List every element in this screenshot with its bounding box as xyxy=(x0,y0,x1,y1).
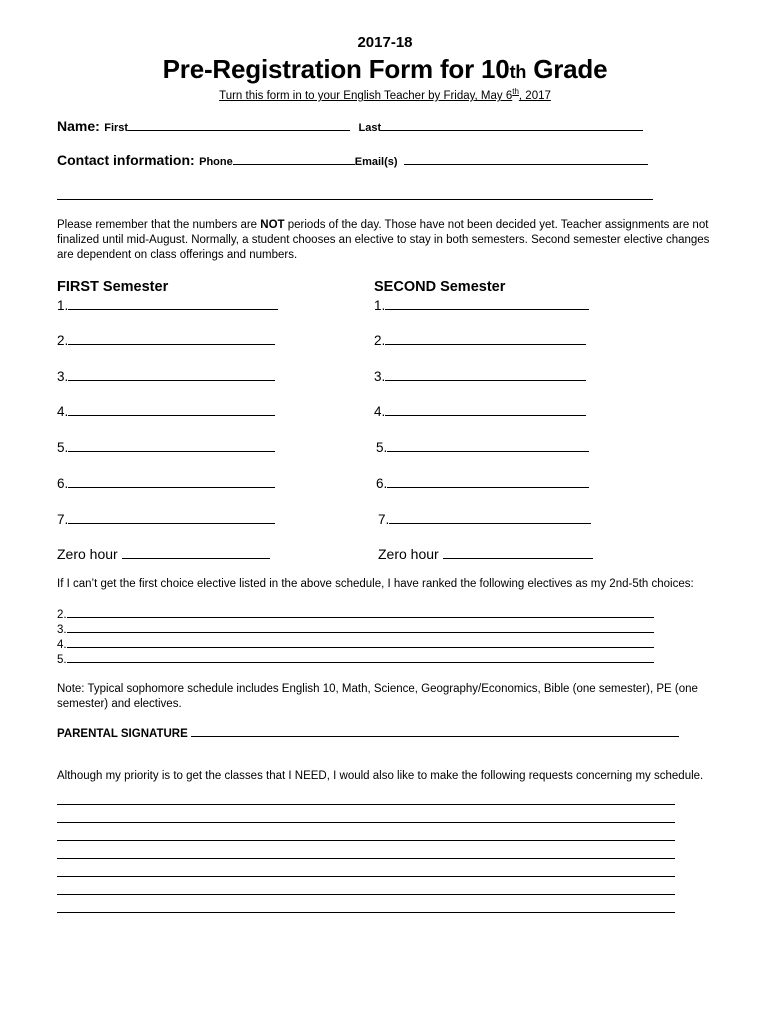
title-text-end: Grade xyxy=(526,54,608,84)
slot-number: 3. xyxy=(57,369,69,384)
choice-number: 3. xyxy=(57,624,67,636)
school-year: 2017-18 xyxy=(357,34,413,51)
title-ordinal-suffix: th xyxy=(509,62,527,82)
instruction-ordinal-suffix: th xyxy=(512,87,519,96)
name-row xyxy=(57,118,643,136)
first-semester-slot-7[interactable] xyxy=(57,511,275,527)
slot-field[interactable] xyxy=(385,368,586,381)
instruction-text: Turn this form in to your English Teacher by Friday, May 6 xyxy=(219,89,513,102)
submission-instruction xyxy=(0,87,770,102)
schedule-note: Note: Typical sophomore schedule includes English 10, Math, Science, Geography/Economics, Bible (one semester), PE (one semester) and electives. xyxy=(57,683,698,710)
first-semester-slot-3[interactable] xyxy=(57,368,275,384)
second-semester-zero-hour[interactable] xyxy=(378,546,593,562)
zero-hour-field[interactable] xyxy=(443,546,593,559)
request-line-4[interactable] xyxy=(57,858,675,859)
choice-number: 2. xyxy=(57,609,67,621)
zero-hour-field[interactable] xyxy=(122,546,270,559)
notice-text: Please remember that the numbers are xyxy=(57,219,261,231)
first-semester-slot-5[interactable] xyxy=(57,439,275,455)
slot-number: 5. xyxy=(376,440,388,455)
ranking-choice-3[interactable] xyxy=(57,622,654,637)
slot-field[interactable] xyxy=(387,439,589,452)
request-line-2[interactable] xyxy=(57,822,675,823)
second-semester-slot-5[interactable] xyxy=(376,439,589,455)
slot-number: 4. xyxy=(374,404,386,419)
slot-field[interactable] xyxy=(385,403,586,416)
zero-hour-label: Zero hour xyxy=(378,546,439,562)
choice-field[interactable] xyxy=(67,622,654,633)
slot-number: 6. xyxy=(57,476,69,491)
email-label: Email(s) xyxy=(354,156,398,168)
first-semester-slot-1[interactable] xyxy=(57,297,278,313)
zero-hour-label: Zero hour xyxy=(57,546,118,562)
first-semester-slot-2[interactable] xyxy=(57,332,275,348)
slot-number: 6. xyxy=(376,476,388,491)
name-label: Name: xyxy=(57,118,100,134)
slot-number: 1. xyxy=(374,298,386,313)
second-semester-heading: SECOND Semester xyxy=(374,279,506,295)
slot-number: 2. xyxy=(374,333,386,348)
request-line-7[interactable] xyxy=(57,912,675,913)
slot-field[interactable] xyxy=(68,403,275,416)
choice-field[interactable] xyxy=(67,607,654,618)
slot-field[interactable] xyxy=(68,511,275,524)
signature-field[interactable] xyxy=(191,725,679,737)
slot-number: 7. xyxy=(57,512,69,527)
slot-number: 1. xyxy=(57,298,69,313)
second-semester-slot-7[interactable] xyxy=(378,511,591,527)
slot-field[interactable] xyxy=(68,475,275,488)
slot-field[interactable] xyxy=(385,332,586,345)
request-line-1[interactable] xyxy=(57,804,675,805)
request-line-3[interactable] xyxy=(57,840,675,841)
instruction-text-end: , 2017 xyxy=(518,89,551,102)
slot-field[interactable] xyxy=(68,368,275,381)
request-line-5[interactable] xyxy=(57,876,675,877)
second-semester-slot-6[interactable] xyxy=(376,475,589,491)
signature-label: PARENTAL SIGNATURE xyxy=(57,728,188,740)
requests-paragraph: Although my priority is to get the classes that I NEED, I would also like to make the following requests concerning my schedule. xyxy=(57,770,704,782)
ranking-choice-2[interactable] xyxy=(57,607,654,622)
contact-extra-line[interactable] xyxy=(57,199,653,200)
second-semester-slot-4[interactable] xyxy=(374,403,586,419)
request-line-6[interactable] xyxy=(57,894,675,895)
first-name-field[interactable] xyxy=(128,119,350,131)
second-semester-slot-3[interactable] xyxy=(374,368,586,384)
phone-label: Phone xyxy=(199,156,233,168)
contact-label: Contact information: xyxy=(57,152,195,168)
first-semester-slot-6[interactable] xyxy=(57,475,275,491)
email-field[interactable] xyxy=(404,153,648,165)
slot-field[interactable] xyxy=(68,332,275,345)
choice-number: 5. xyxy=(57,654,67,666)
ranking-instruction: If I can’t get the first choice elective listed in the above schedule, I have ranked the following electives as my 2nd-5th choices: xyxy=(57,578,694,590)
last-name-field[interactable] xyxy=(381,119,643,131)
slot-field[interactable] xyxy=(68,297,278,310)
last-name-label: Last xyxy=(358,122,382,134)
phone-field[interactable] xyxy=(233,153,355,165)
choice-field[interactable] xyxy=(67,652,654,663)
slot-number: 3. xyxy=(374,369,386,384)
notice-emphasis: NOT xyxy=(260,219,285,231)
first-name-label: First xyxy=(104,122,129,134)
title-text: Pre-Registration Form for 10 xyxy=(162,54,510,84)
slot-number: 4. xyxy=(57,404,69,419)
slot-number: 2. xyxy=(57,333,69,348)
first-semester-heading: FIRST Semester xyxy=(57,279,169,295)
parental-signature-row xyxy=(57,725,679,740)
choice-number: 4. xyxy=(57,639,67,651)
contact-row xyxy=(57,152,648,170)
second-semester-slot-1[interactable] xyxy=(374,297,589,313)
notice-text-end: periods of the day. Those have not been decided yet. Teacher assignments are not finalized until mid-August. Normally, a student chooses an elective to stay in both semesters. Second semester elective changes are dependent on class offerings and numbers. xyxy=(57,219,710,261)
slot-field[interactable] xyxy=(389,511,591,524)
notice-paragraph xyxy=(57,218,717,263)
slot-field[interactable] xyxy=(68,439,275,452)
ranking-choice-4[interactable] xyxy=(57,637,654,652)
form-title xyxy=(0,54,770,85)
slot-field[interactable] xyxy=(385,297,589,310)
second-semester-slot-2[interactable] xyxy=(374,332,586,348)
choice-field[interactable] xyxy=(67,637,654,648)
slot-number: 7. xyxy=(378,512,390,527)
ranking-choice-5[interactable] xyxy=(57,652,654,667)
slot-number: 5. xyxy=(57,440,69,455)
slot-field[interactable] xyxy=(387,475,589,488)
first-semester-zero-hour[interactable] xyxy=(57,546,270,562)
first-semester-slot-4[interactable] xyxy=(57,403,275,419)
